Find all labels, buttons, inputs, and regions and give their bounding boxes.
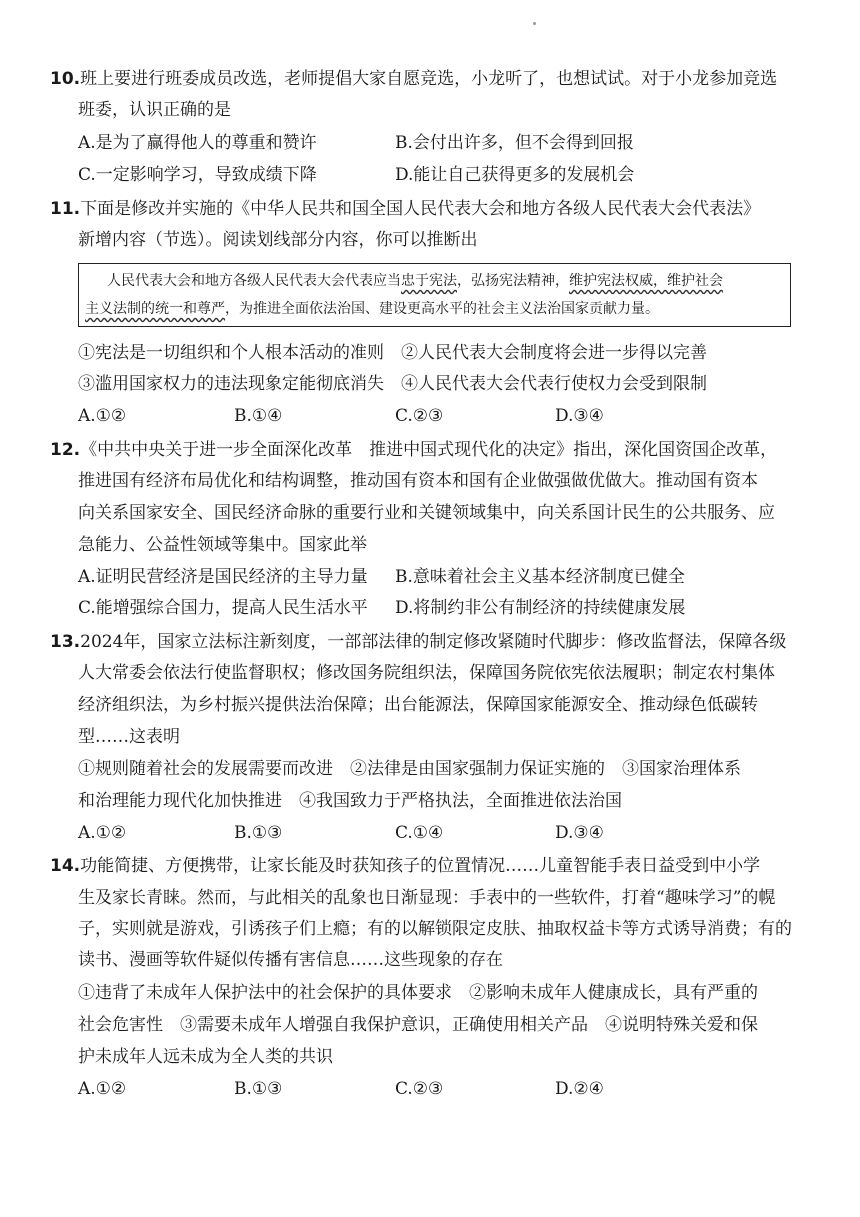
q11-number: 11. xyxy=(50,199,81,219)
q13-option-a: A.①② xyxy=(78,823,127,843)
underlined-phrase: 维护宪法权威，维护社会 xyxy=(569,273,723,289)
q14-option-a: A.①② xyxy=(78,1079,127,1099)
q13-statements-line2: 和治理能力现代化加快推进 ④我国致力于严格执法，全面推进依法治国 xyxy=(78,791,622,811)
q11-option-d: D.③④ xyxy=(555,406,604,426)
scan-dot xyxy=(533,22,536,25)
q13-stem-line2: 人大常委会依法行使监督职权；修改国务院组织法，保障国务院依宪依法履职；制定农村集体 xyxy=(78,663,775,683)
law-excerpt-line1: 人民代表大会和地方各级人民代表大会代表应当忠于宪法，弘扬宪法精神，维护宪法权威，维护社会 xyxy=(107,273,723,289)
q10-option-c: C.一定影响学习，导致成绩下降 xyxy=(78,165,317,185)
underlined-phrase: 主义法制的统一和尊严 xyxy=(85,301,225,317)
q14-option-d: D.②④ xyxy=(555,1079,604,1099)
q14-stem-line2: 生及家长青睐。然而，与此相关的乱象也日渐显现：手表中的一些软件，打着“趣味学习”的幌 xyxy=(78,888,776,908)
q10-stem-line1: 10.班上要进行班委成员改选，老师提倡大家自愿竞选，小龙听了，也想试试。对于小龙参加竞选 xyxy=(50,69,778,89)
q12-option-b: B.意味着社会主义基本经济制度已健全 xyxy=(395,567,685,587)
q13-option-d: D.③④ xyxy=(555,823,604,843)
q11-option-c: C.②③ xyxy=(395,406,444,426)
q14-number: 14. xyxy=(50,856,81,876)
q12-stem-line4: 急能力、公益性领域等集中。国家此举 xyxy=(78,535,367,555)
q10-stem-line2: 班委，认识正确的是 xyxy=(78,100,231,120)
q13-option-b: B.①③ xyxy=(234,823,283,843)
q10-option-b: B.会付出许多，但不会得到回报 xyxy=(395,133,634,153)
law-excerpt-line2: 主义法制的统一和尊严，为推进全面依法治国、建设更高水平的社会主义法治国家贡献力量。 xyxy=(85,301,659,317)
q12-option-d: D.将制约非公有制经济的持续健康发展 xyxy=(395,598,686,618)
q12-number: 12. xyxy=(50,440,81,460)
q13-stem-line4: 型……这表明 xyxy=(78,727,180,747)
q14-stem-line1: 14.功能简捷、方便携带，让家长能及时获知孩子的位置情况……儿童智能手表日益受到中小学 xyxy=(50,856,761,876)
q12-stem-line1: 12.《中共中央关于进一步全面深化改革 推进中国式现代化的决定》指出，深化国资国企改革， xyxy=(50,440,778,460)
q14-option-b: B.①③ xyxy=(234,1079,283,1099)
q14-stem-line3: 子，实则就是游戏，引诱孩子们上瘾；有的以解锁限定皮肤、抽取权益卡等方式诱导消费；有的 xyxy=(78,919,792,939)
q13-stem-line1: 13.2024年，国家立法标注新刻度，一部部法律的制定修改紧随时代脚步：修改监督法，保障各级 xyxy=(50,632,787,652)
q11-stem-line2: 新增内容（节选）。阅读划线部分内容，你可以推断出 xyxy=(78,230,478,250)
q12-stem-line2: 推进国有经济布局优化和结构调整，推动国有资本和国有企业做强做优做大。推动国有资本 xyxy=(78,471,758,491)
q14-statements-line3: 护未成年人远未成为全人类的共识 xyxy=(78,1047,333,1067)
q11-statements-line2: ③滥用国家权力的违法现象定能彻底消失 ④人民代表大会代表行使权力会受到限制 xyxy=(78,374,707,394)
q14-stem-line4: 读书、漫画等软件疑似传播有害信息……这些现象的存在 xyxy=(78,950,503,970)
q14-option-c: C.②③ xyxy=(395,1079,444,1099)
q12-option-c: C.能增强综合国力，提高人民生活水平 xyxy=(78,598,368,618)
q11-option-b: B.①④ xyxy=(234,406,283,426)
q10-option-a: A.是为了赢得他人的尊重和赞许 xyxy=(78,133,317,153)
law-excerpt-box xyxy=(78,263,791,327)
q10-option-d: D.能让自己获得更多的发展机会 xyxy=(395,165,635,185)
q12-stem-line3: 向关系国家安全、国民经济命脉的重要行业和关键领域集中，向关系国计民生的公共服务、应 xyxy=(78,503,775,523)
underlined-phrase: 忠于宪法 xyxy=(401,273,457,289)
q14-statements-line1: ①违背了未成年人保护法中的社会保护的具体要求 ②影响未成年人健康成长，具有严重的 xyxy=(78,983,758,1003)
q13-stem-line3: 经济组织法，为乡村振兴提供法治保障；出台能源法，保障国家能源安全、推动绿色低碳转 xyxy=(78,695,758,715)
q11-option-a: A.①② xyxy=(78,406,127,426)
q11-statements-line1: ①宪法是一切组织和个人根本活动的准则 ②人民代表大会制度将会进一步得以完善 xyxy=(78,343,707,363)
q13-number: 13. xyxy=(50,632,81,652)
q12-option-a: A.证明民营经济是国民经济的主导力量 xyxy=(78,567,368,587)
q14-statements-line2: 社会危害性 ③需要未成年人增强自我保护意识，正确使用相关产品 ④说明特殊关爱和保 xyxy=(78,1015,758,1035)
q13-statements-line1: ①规则随着社会的发展需要而改进 ②法律是由国家强制力保证实施的 ③国家治理体系 xyxy=(78,759,741,779)
q13-option-c: C.①④ xyxy=(395,823,444,843)
q10-number: 10. xyxy=(50,69,81,89)
q11-stem-line1: 11.下面是修改并实施的《中华人民共和国全国人民代表大会和地方各级人民代表大会代表法》 xyxy=(50,199,761,219)
